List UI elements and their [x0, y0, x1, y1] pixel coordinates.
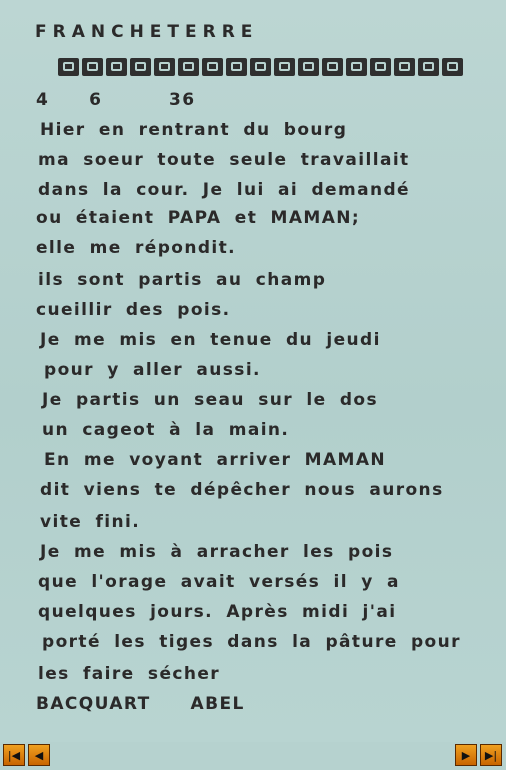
text-line-6: ils sont partis au champ [38, 270, 327, 290]
text-line-7: cueillir des pois. [36, 300, 231, 320]
ornament-icon [442, 58, 463, 76]
ornament-icon [250, 58, 271, 76]
ornament-border [58, 58, 488, 78]
text-line-19: les faire sécher [38, 664, 221, 684]
first-page-button[interactable] [3, 744, 25, 766]
ornament-icon [346, 58, 367, 76]
last-page-icon: ▶| [484, 748, 498, 762]
text-line-13: dit viens te dépêcher nous aurons [40, 480, 444, 500]
previous-page-icon: ◀ [34, 748, 44, 762]
ornament-icon [418, 58, 439, 76]
ornament-icon [178, 58, 199, 76]
text-line-2: ma soeur toute seule travaillait [38, 150, 410, 170]
text-line-15: Je me mis à arracher les pois [40, 542, 394, 562]
ornament-icon [226, 58, 247, 76]
text-line-14: vite fini. [40, 512, 141, 532]
text-line-8: Je me mis en tenue du jeudi [40, 330, 381, 350]
ornament-icon [202, 58, 223, 76]
text-line-12: En me voyant arriver MAMAN [44, 450, 387, 470]
ornament-icon [274, 58, 295, 76]
ornament-icon [106, 58, 127, 76]
signature: BACQUART ABEL [36, 694, 245, 714]
text-line-3: dans la cour. Je lui ai demandé [38, 180, 410, 200]
text-line-10: Je partis un seau sur le dos [42, 390, 379, 410]
last-page-button[interactable] [480, 744, 502, 766]
document-title: FRANCHETERRE [35, 22, 259, 42]
date-numbers: 4 6 36 [36, 90, 196, 110]
ornament-icon [130, 58, 151, 76]
previous-page-button[interactable] [28, 744, 50, 766]
text-line-18: porté les tiges dans la pâture pour [42, 632, 461, 652]
first-page-icon: |◀ [7, 748, 21, 762]
text-line-9: pour y aller aussi. [44, 360, 261, 380]
ornament-icon [322, 58, 343, 76]
ornament-icon [394, 58, 415, 76]
ornament-icon [370, 58, 391, 76]
ornament-icon [298, 58, 319, 76]
ornament-icon [58, 58, 79, 76]
text-line-1: Hier en rentrant du bourg [40, 120, 348, 140]
text-line-17: quelques jours. Après midi j'ai [38, 602, 397, 622]
next-page-icon: ▶ [461, 748, 471, 762]
text-line-16: que l'orage avait versés il y a [38, 572, 400, 592]
text-line-4: ou étaient PAPA et MAMAN; [36, 208, 361, 228]
ornament-icon [154, 58, 175, 76]
text-line-5: elle me répondit. [36, 238, 237, 258]
next-page-button[interactable] [455, 744, 477, 766]
text-line-11: un cageot à la main. [42, 420, 290, 440]
ornament-icon [82, 58, 103, 76]
